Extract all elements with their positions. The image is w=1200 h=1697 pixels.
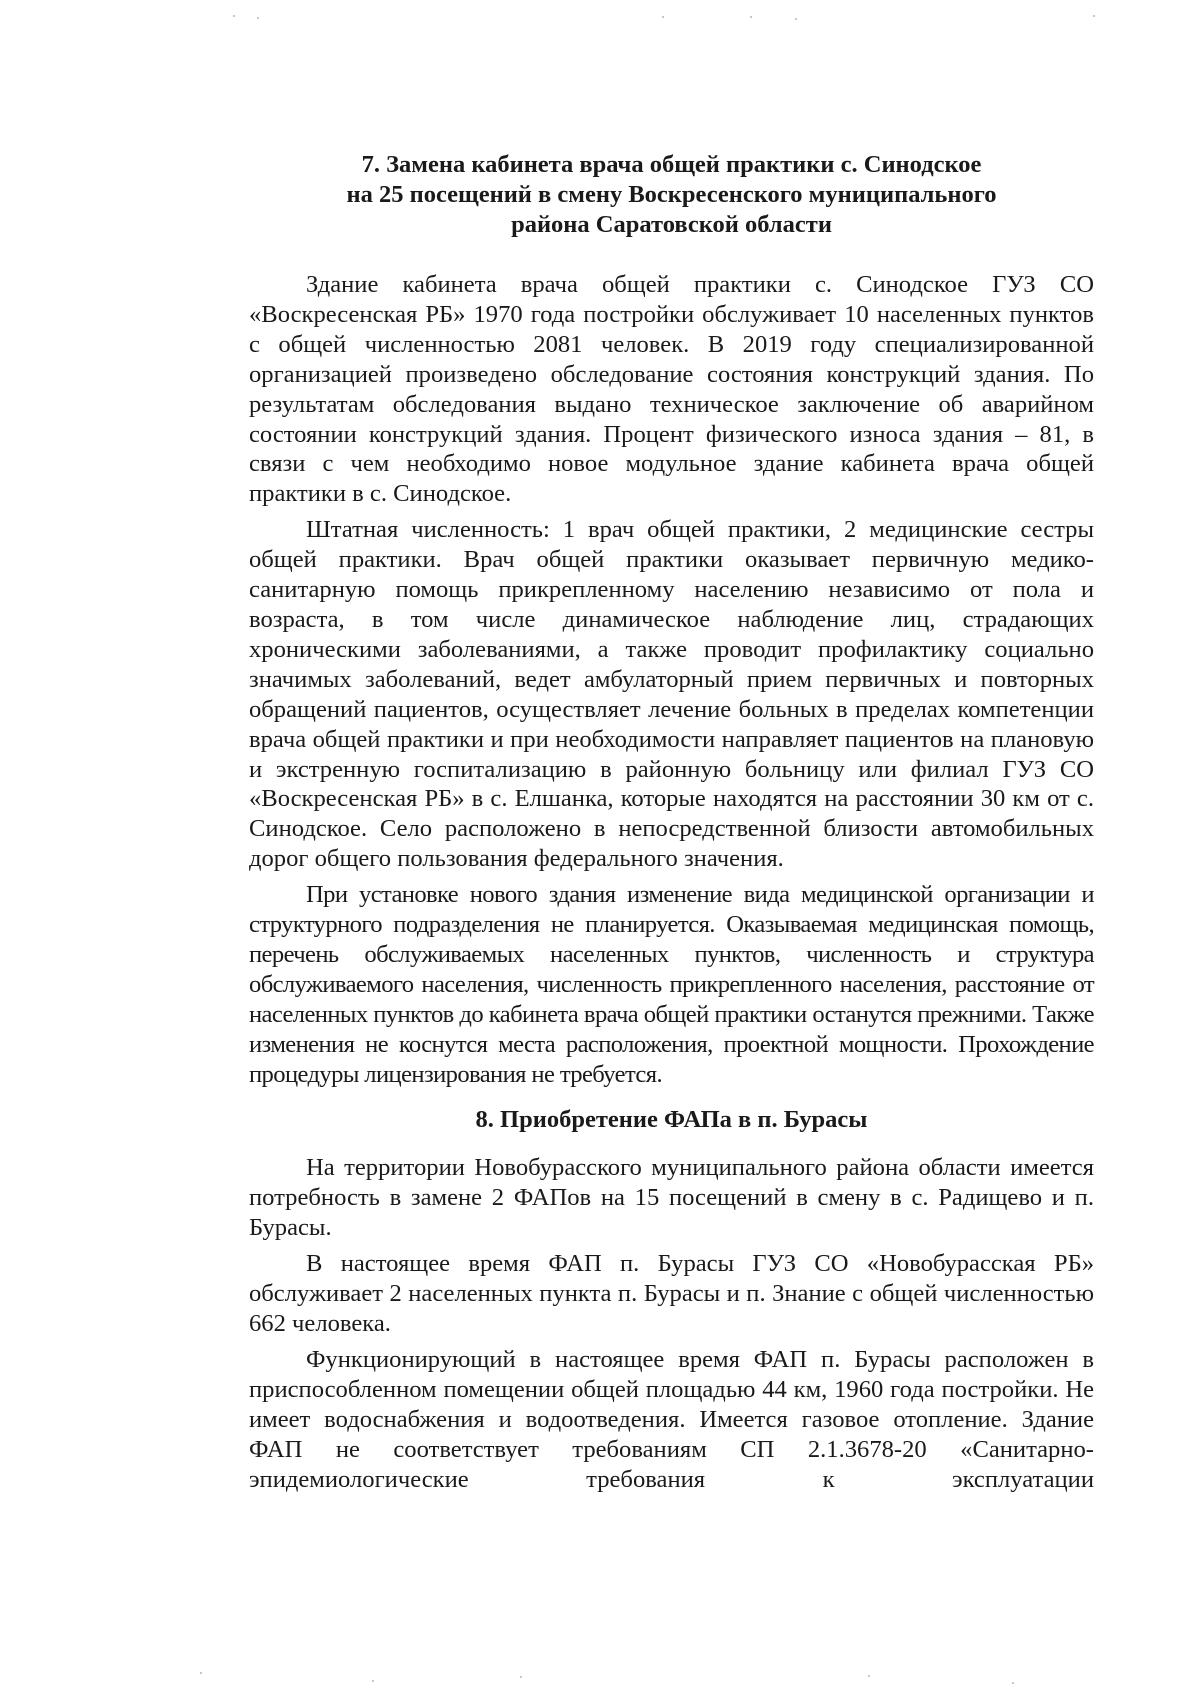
section-7-title bbox=[249, 150, 1094, 240]
section-7-paragraph-3: При установке нового здания изменение вида медицинской организации и структурного подразделения не планируется. Оказываемая медицинская помощь, перечень обслуживаемых населенных пунктов, численность и структура обслуживаемого населения, численность прикрепленного населения, расстояние от населенных пунктов до кабинета врача общей практики останутся прежними. Также изменения не коснутся места расположения, проектной мощности. Прохождение процедуры лицензирования не требуется. bbox=[249, 881, 1094, 1088]
page-content bbox=[249, 150, 1094, 1500]
section-7-title-line-3: района Саратовской области bbox=[511, 211, 832, 238]
scan-speck bbox=[662, 16, 664, 18]
scan-speck bbox=[868, 1675, 870, 1677]
scan-speck bbox=[750, 16, 752, 18]
section-8-paragraph-1: На территории Новобурасского муниципального района области имеется потребность в замене 2 ФАПов на 15 посещений в смену в с. Радищево и п. Бурасы. bbox=[249, 1154, 1094, 1242]
scan-speck bbox=[257, 17, 259, 19]
scan-speck bbox=[372, 1680, 374, 1682]
section-7-paragraph-2: Штатная численность: 1 врач общей практики, 2 медицинские сестры общей практики. Врач общей практики оказывает первичную медико-санитарную помощь прикрепленному населению независимо от пола и возраста, в том числе динамическое наблюдение лиц, страдающих хроническими заболеваниями, а также проводит профилактику социально значимых заболеваний, ведет амбулаторный прием первичных и повторных обращений пациентов, осуществляет лечение больных в пределах компетенции врача общей практики и при необходимости направляет пациентов на плановую и экстренную госпитализацию в районную больницу или филиал ГУЗ СО «Воскресенская РБ» в с. Елшанка, которые находятся на расстоянии 30 км от с. Синодское. Село расположено в непосредственной близости автомобильных дорог общего пользования федерального значения. bbox=[249, 516, 1094, 873]
scan-speck bbox=[795, 18, 797, 20]
scan-speck bbox=[1012, 1682, 1014, 1684]
section-8-title: 8. Приобретение ФАПа в п. Бурасы bbox=[475, 1106, 868, 1134]
section-7-paragraph-1: Здание кабинета врача общей практики с. Синодское ГУЗ СО «Воскресенская РБ» 1970 года постройки обслуживает 10 населенных пунктов с общей численностью 2081 человек. В 2019 году специализированной организацией произведено обследование состояния конструкций здания. По результатам обследования выдано техническое заключение об аварийном состоянии конструкций здания. Процент физического износа здания – 81, в связи с чем необходимо новое модульное здание кабинета врача общей практики в с. Синодское. bbox=[249, 271, 1094, 508]
section-7-title-line-1: 7. Замена кабинета врача общей практики с. Синодское bbox=[361, 151, 982, 178]
scan-speck bbox=[520, 1676, 522, 1678]
scan-speck bbox=[233, 15, 235, 17]
scan-speck bbox=[200, 1672, 202, 1674]
section-7-title-line-2: на 25 посещений в смену Воскресенского муниципального bbox=[346, 181, 997, 208]
section-8-paragraph-3: Функционирующий в настоящее время ФАП п. Бурасы расположен в приспособленном помещении общей площадью 44 км, 1960 года постройки. Не имеет водоснабжения и водоотведения. Имеется газовое отопление. Здание ФАП не соответствует требованиям СП 2.1.3678-20 «Санитарно-эпидемиологические требования к эксплуатации bbox=[249, 1345, 1094, 1493]
section-8-paragraph-2: В настоящее время ФАП п. Бурасы ГУЗ СО «Новобурасская РБ» обслуживает 2 населенных пункта п. Бурасы и п. Знание с общей численностью 662 человека. bbox=[249, 1250, 1094, 1337]
scan-speck bbox=[1093, 15, 1095, 17]
